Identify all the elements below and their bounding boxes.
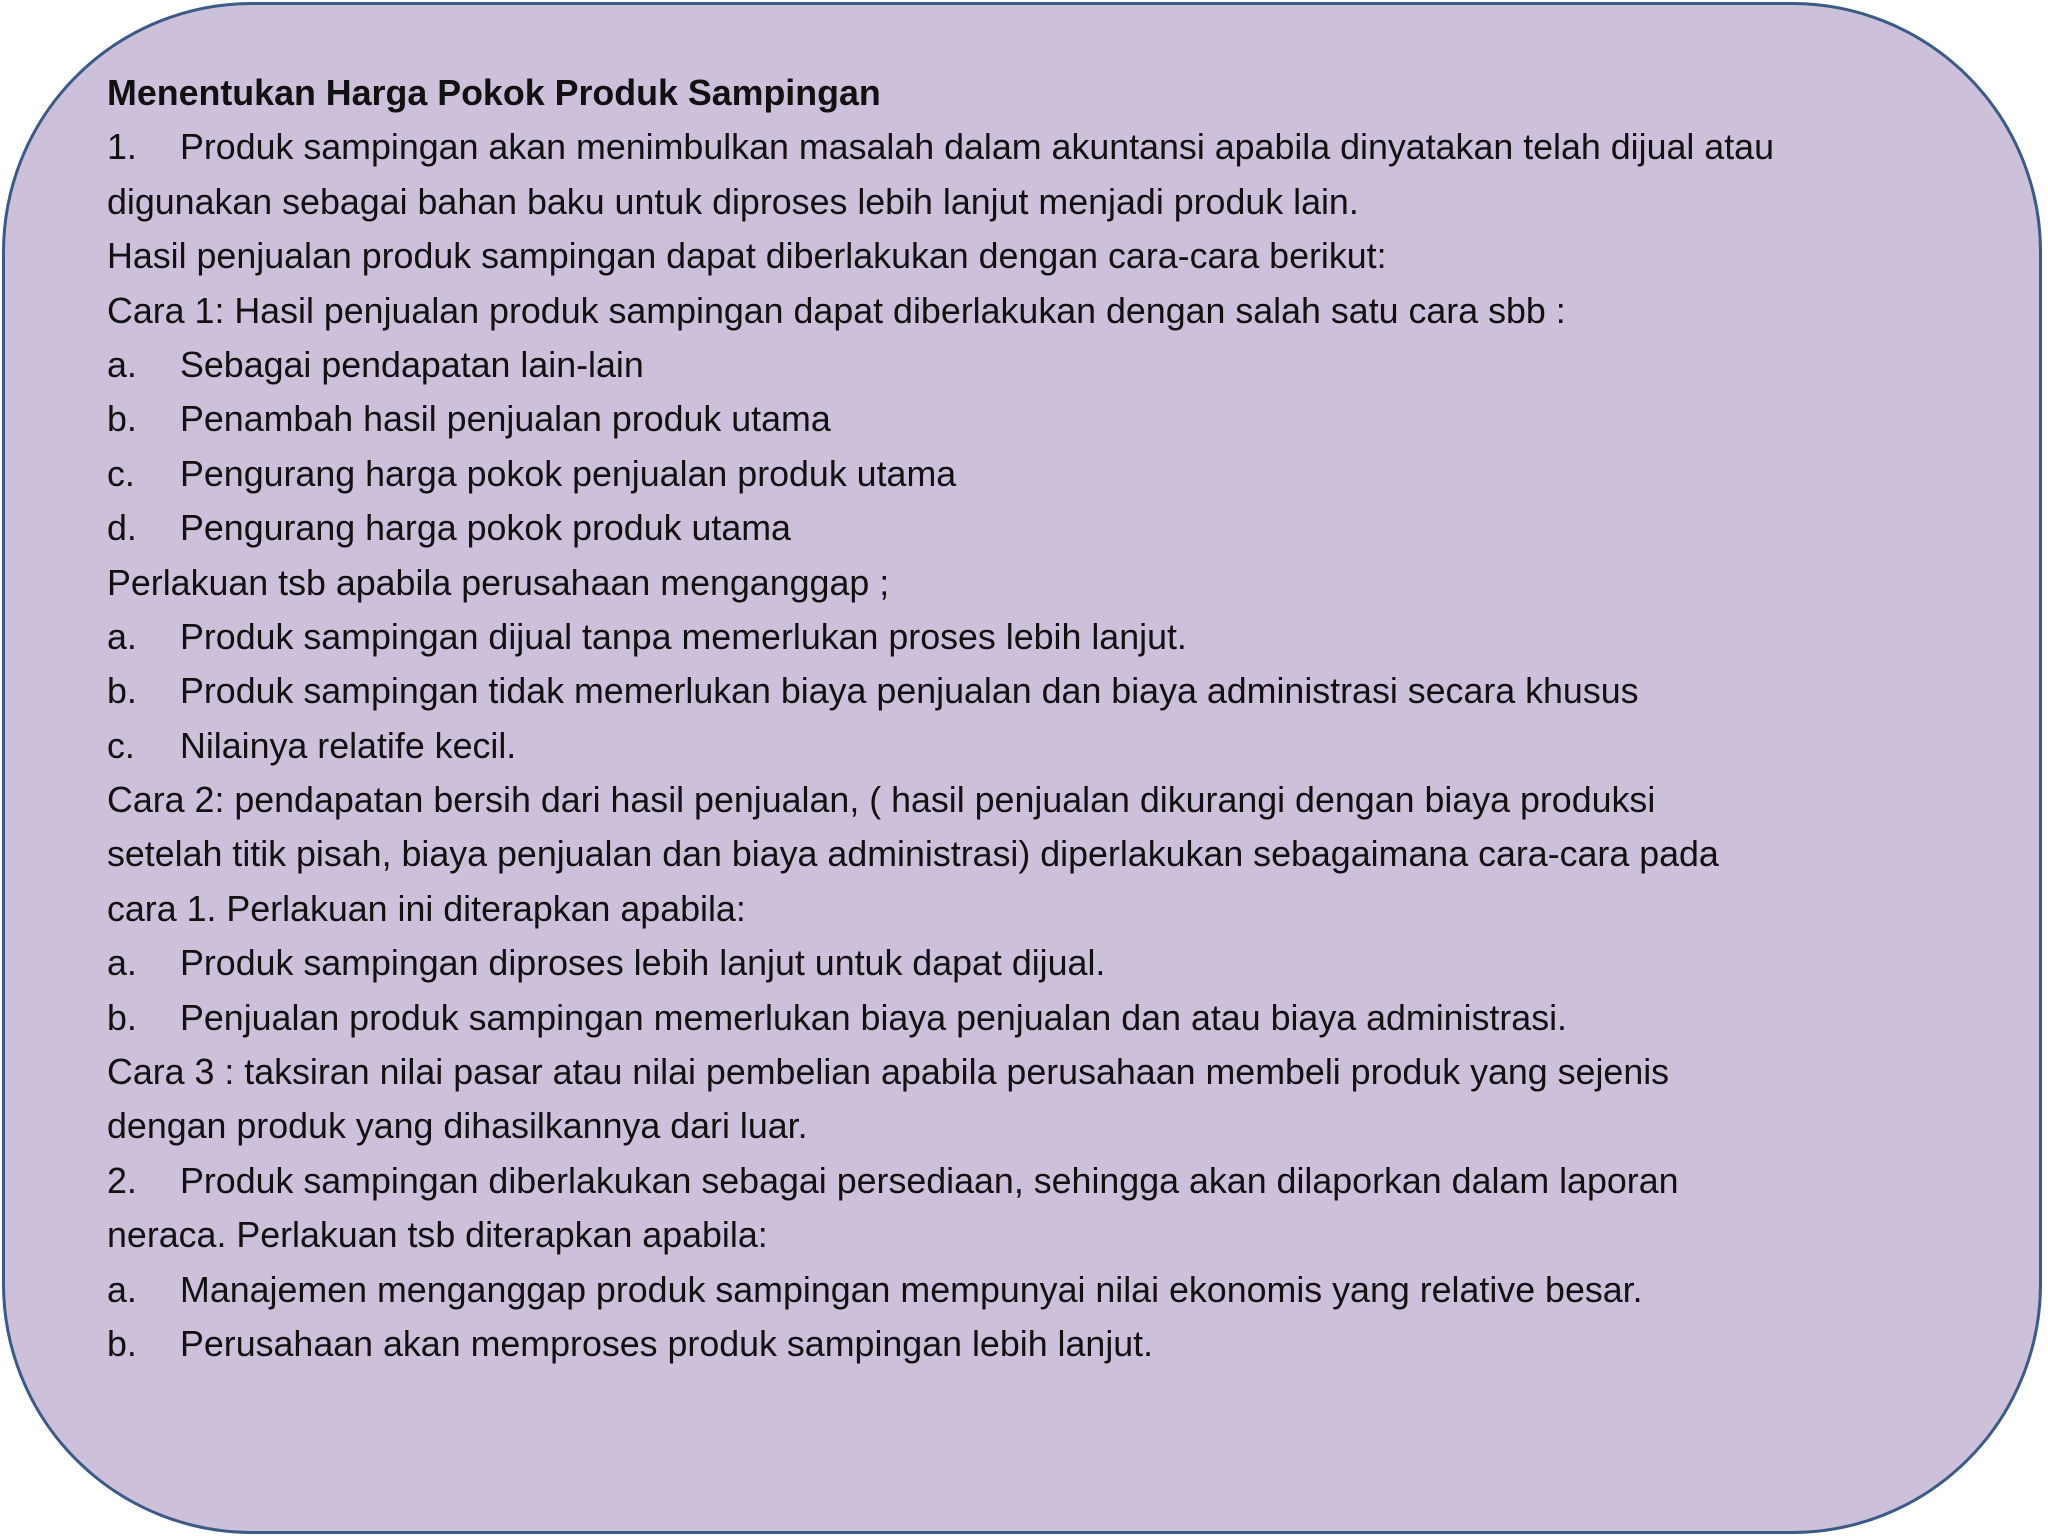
line-text: Nilainya relatife kecil. [180, 725, 517, 766]
line-text: Cara 3 : taksiran nilai pasar atau nilai pembelian apabila perusahaan membeli produk yang sejenis [107, 1052, 1670, 1093]
list-marker: c. [107, 725, 135, 766]
line-text: Pengurang harga pokok produk utama [180, 508, 791, 549]
text-line [107, 229, 2042, 283]
list-marker: c. [107, 453, 135, 494]
text-line [107, 719, 2042, 773]
list-marker: a. [107, 1269, 137, 1310]
line-text: Produk sampingan tidak memerlukan biaya penjualan dan biaya administrasi secara khusus [180, 671, 1639, 712]
line-text: setelah titik pisah, biaya penjualan dan biaya administrasi) diperlakukan sebagaimana cara-cara pada [107, 834, 1719, 875]
line-text: Produk sampingan diberlakukan sebagai persediaan, sehingga akan dilaporkan dalam laporan [180, 1160, 1679, 1201]
text-line [107, 1099, 2042, 1153]
text-line [107, 556, 2042, 610]
text-line [107, 827, 2042, 881]
line-text: Perusahaan akan memproses produk sampingan lebih lanjut. [180, 1323, 1154, 1364]
list-marker: d. [107, 508, 137, 549]
line-text: Cara 2: pendapatan bersih dari hasil penjualan, ( hasil penjualan dikurangi dengan biaya produksi [107, 780, 1656, 821]
text-line [107, 447, 2042, 501]
text-line [107, 120, 2042, 174]
text-line [107, 1208, 2042, 1262]
list-marker: 2. [107, 1160, 137, 1201]
line-text: Produk sampingan dijual tanpa memerlukan proses lebih lanjut. [180, 616, 1187, 657]
list-marker: b. [107, 671, 137, 712]
line-text: Cara 1: Hasil penjualan produk sampingan dapat diberlakukan dengan salah satu cara sbb : [107, 290, 1566, 331]
list-marker: a. [107, 344, 137, 385]
line-text: neraca. Perlakuan tsb diterapkan apabila: [107, 1215, 768, 1256]
text-line [107, 882, 2042, 936]
line-text: Penjualan produk sampingan memerlukan biaya penjualan dan atau biaya administrasi. [180, 997, 1568, 1038]
line-text: Produk sampingan diproses lebih lanjut untuk dapat dijual. [180, 943, 1106, 984]
line-text: Sebagai pendapatan lain-lain [180, 344, 644, 385]
line-text: Perlakuan tsb apabila perusahaan menganggap ; [107, 562, 890, 603]
text-line [107, 1045, 2042, 1099]
line-text: Manajemen menganggap produk sampingan mempunyai nilai ekonomis yang relative besar. [180, 1269, 1643, 1310]
list-marker: 1. [107, 127, 137, 168]
line-text: Produk sampingan akan menimbulkan masalah dalam akuntansi apabila dinyatakan telah dijual atau [180, 127, 1774, 168]
line-text: Penambah hasil penjualan produk utama [180, 399, 831, 440]
text-line [107, 284, 2042, 338]
list-marker: b. [107, 997, 137, 1038]
list-marker: b. [107, 399, 137, 440]
text-line [107, 1263, 2042, 1317]
text-line [107, 338, 2042, 392]
line-text: dengan produk yang dihasilkannya dari luar. [107, 1106, 808, 1147]
text-line [107, 773, 2042, 827]
list-marker: b. [107, 1323, 137, 1364]
line-text: cara 1. Perlakuan ini diterapkan apabila: [107, 888, 746, 929]
text-line [107, 1317, 2042, 1371]
line-text: digunakan sebagai bahan baku untuk diproses lebih lanjut menjadi produk lain. [107, 181, 1359, 222]
list-marker: a. [107, 616, 137, 657]
text-line [107, 175, 2042, 229]
text-block [107, 66, 2042, 1371]
text-line [107, 936, 2042, 990]
slide-title: Menentukan Harga Pokok Produk Sampingan [107, 73, 881, 113]
text-line [107, 501, 2042, 555]
text-line [107, 610, 2042, 664]
line-text: Hasil penjualan produk sampingan dapat diberlakukan dengan cara-cara berikut: [107, 236, 1387, 277]
text-line [107, 392, 2042, 446]
list-marker: a. [107, 943, 137, 984]
text-line [107, 991, 2042, 1045]
text-line [107, 1154, 2042, 1208]
text-line [107, 664, 2042, 718]
line-text: Pengurang harga pokok penjualan produk utama [180, 453, 957, 494]
